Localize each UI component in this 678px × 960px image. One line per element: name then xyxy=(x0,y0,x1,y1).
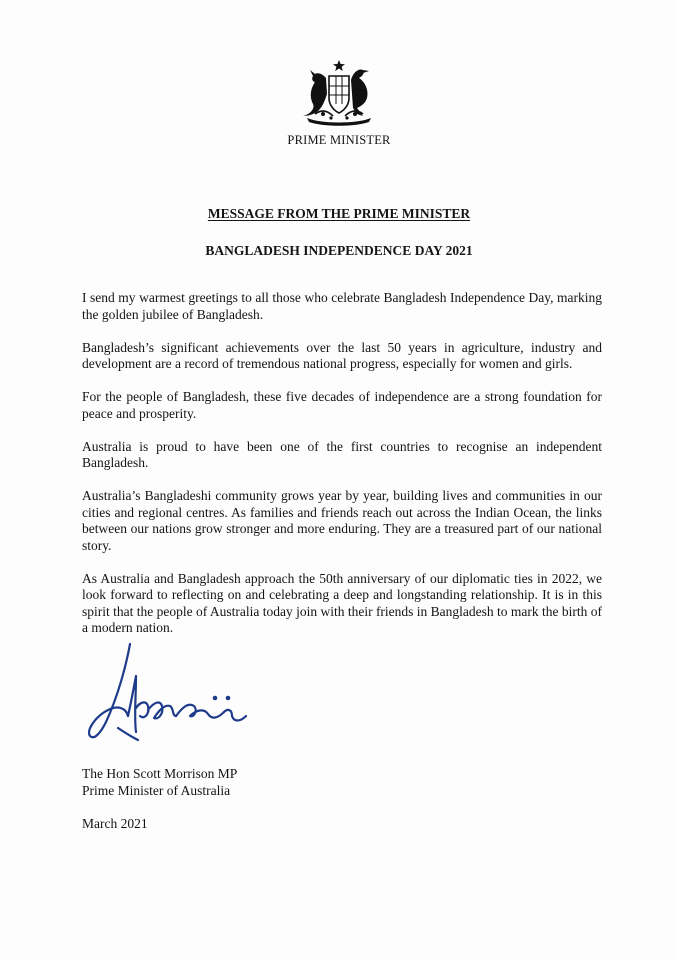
message-heading: MESSAGE FROM THE PRIME MINISTER xyxy=(207,206,471,221)
occasion-heading: BANGLADESH INDEPENDENCE DAY 2021 xyxy=(205,243,473,258)
letter-body xyxy=(82,290,602,653)
signature-block xyxy=(82,766,237,799)
paragraph: Australia’s Bangladeshi community grows year by year, building lives and communities in our cities and regional centres. As families and friends reach out across the Indian Ocean, the links between our nations grow stronger and more enduring. They are a treasured part of our national story. xyxy=(82,488,602,553)
signatory-title: Prime Minister of Australia xyxy=(82,782,231,798)
handwritten-signature xyxy=(78,636,268,751)
paragraph: Australia is proud to have been one of the first countries to recognise an independent Bangladesh. xyxy=(82,438,602,470)
coat-of-arms-icon xyxy=(293,58,385,128)
paragraph: Bangladesh’s significant achievements over the last 50 years in agriculture, industry and development are a record of tremendous national progress, especially for women and girls. xyxy=(82,339,602,371)
paragraph: I send my warmest greetings to all those who celebrate Bangladesh Independence Day, marking the golden jubilee of Bangladesh. xyxy=(82,290,602,322)
paragraph: As Australia and Bangladesh approach the 50th anniversary of our diplomatic ties in 2022, we look forward to reflecting on and celebrating a deep and longstanding relationship. It is in this spirit that the people of Australia today join with their friends in Bangladesh to mark the birth of a modern nation. xyxy=(82,570,603,635)
paragraph: For the people of Bangladesh, these five decades of independence are a strong foundation for peace and prosperity. xyxy=(82,389,602,421)
signatory-name: The Hon Scott Morrison MP xyxy=(82,766,238,781)
letter-date: March 2021 xyxy=(82,816,148,831)
office-title: PRIME MINISTER xyxy=(287,133,391,147)
